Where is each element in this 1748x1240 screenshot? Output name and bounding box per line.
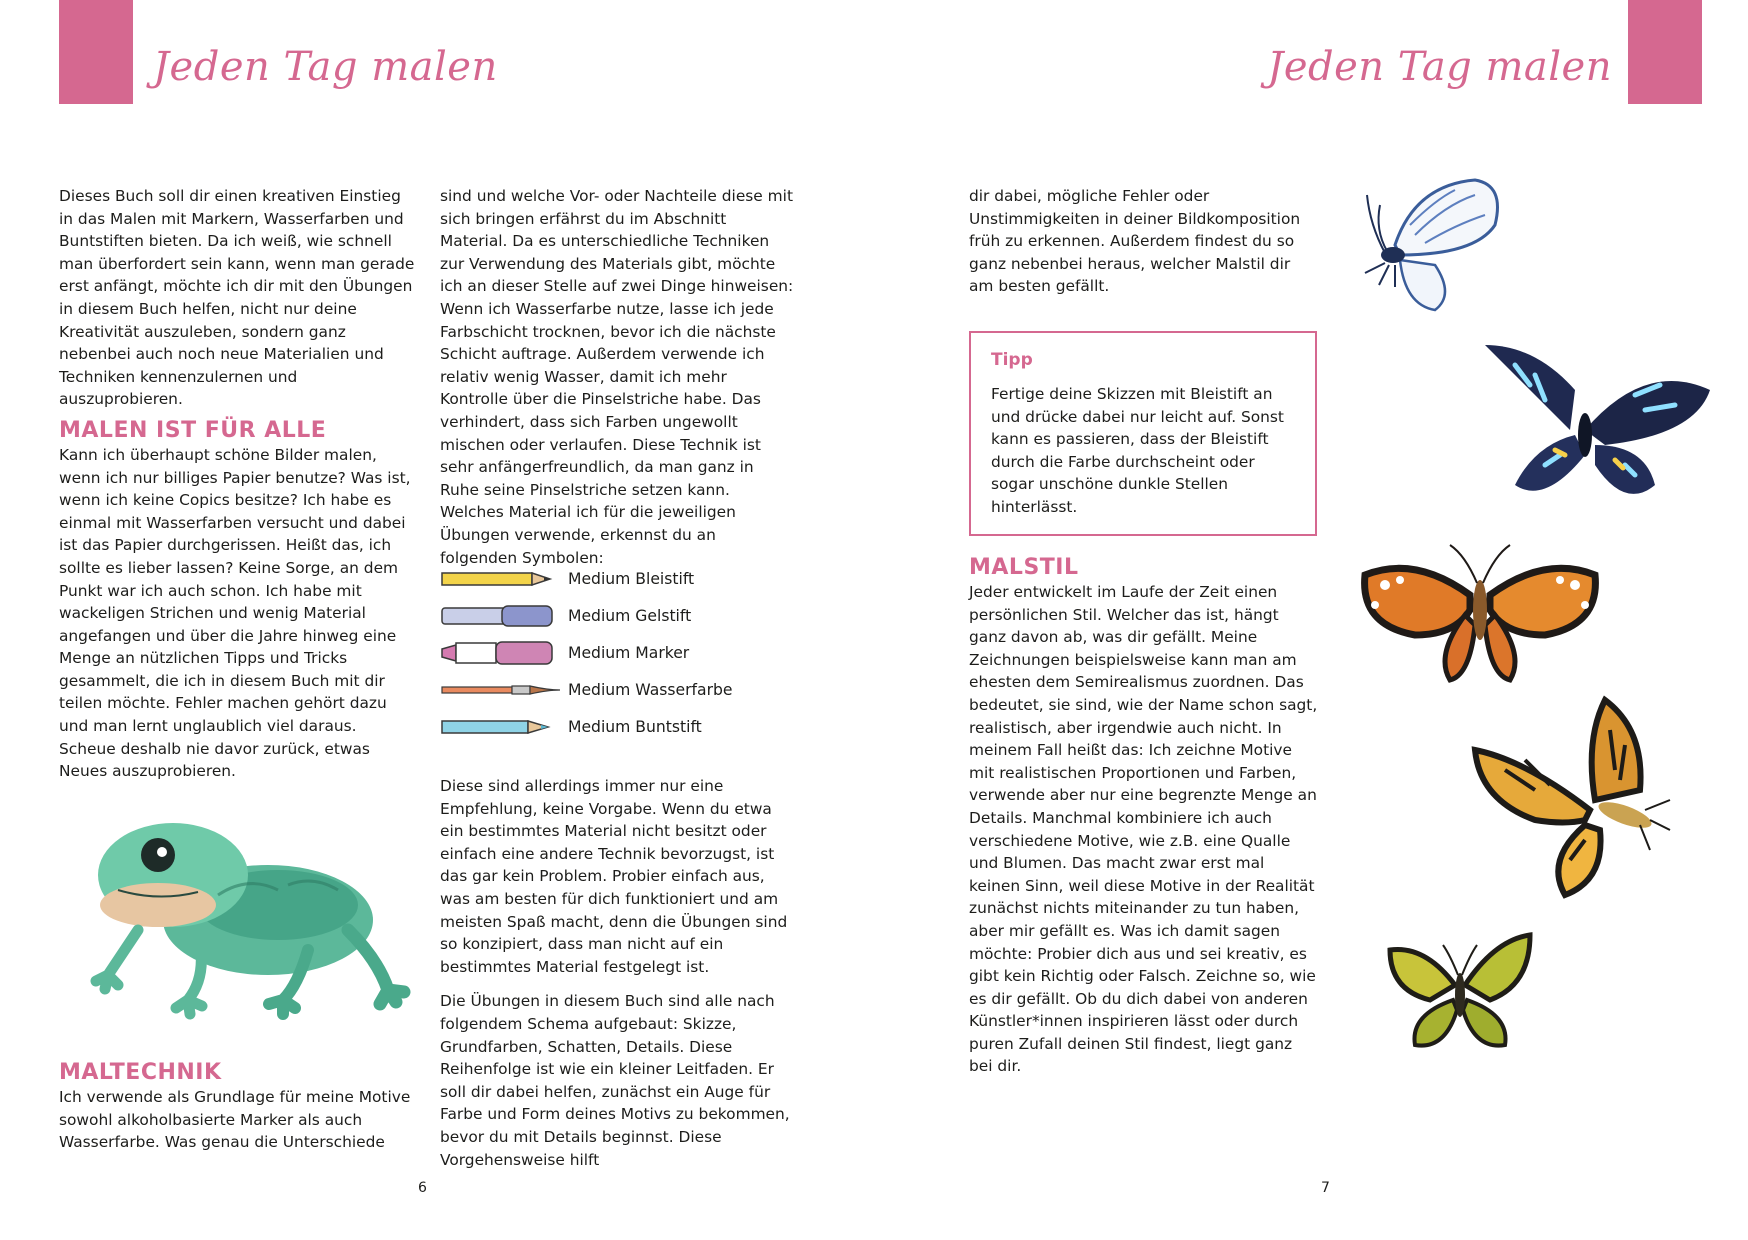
brush-icon bbox=[440, 676, 568, 704]
legend-item-bleistift bbox=[440, 560, 800, 597]
page-title-right: Jeden Tag malen bbox=[1267, 44, 1612, 90]
butterfly-dark-blue bbox=[1475, 335, 1715, 515]
column-1-bottom bbox=[59, 1060, 415, 1154]
column-3 bbox=[969, 185, 1319, 298]
pencil-icon bbox=[440, 565, 568, 593]
legend-label: Medium Bleistift bbox=[568, 569, 695, 588]
heading-malstil: MALSTIL bbox=[969, 555, 1079, 580]
tipp-box bbox=[969, 331, 1317, 536]
tipp-heading: Tipp bbox=[991, 350, 1033, 370]
paragraph-schema: Die Übungen in diesem Buch sind alle nach folgendem Schema aufgebaut: Skizze, Grundfarben, Schatten, Details. Diese Reihenfolge ist wie ein kleiner Leitfaden. Er soll dir dabei helfen, zunächst ein Auge für Farbe und Form deines Motivs zu bekommen, bevor du mit Details beginnst. Diese Vorgehensweise hilft bbox=[440, 992, 790, 1169]
legend-item-wasserfarbe bbox=[440, 671, 800, 708]
colored-pencil-icon bbox=[440, 713, 568, 741]
header-tab-right bbox=[1628, 0, 1702, 104]
legend-label: Medium Marker bbox=[568, 643, 690, 662]
tipp-text: Fertige deine Skizzen mit Bleistift an und drücke dabei nur leicht auf. Sonst kann es passieren, dass der Bleistift durch die Farbe durchscheint oder sogar unschöne dunkle Stellen hinterlässt. bbox=[991, 385, 1284, 516]
legend-item-gelstift bbox=[440, 597, 800, 634]
paragraph-fehler: dir dabei, mögliche Fehler oder Unstimmigkeiten in deiner Bildkomposition früh zu erkennen. Außerdem findest du so ganz nebenbei heraus, welcher Malstil dir am besten gefällt. bbox=[969, 187, 1301, 296]
paragraph-malen-ist-fuer-alle: Kann ich überhaupt schöne Bilder malen, wenn ich nur billiges Papier benutze? Was ist, wenn ich keine Copics besitze? Ich habe es einmal mit Wasserfarben versucht und dabei ist das Papier durchgerissen. Heißt das, ich sollte es lieber lassen? Keine Sorge, an dem Punkt war ich auch schon. Ich habe mit wackeligen Strichen und wenig Material angefangen und über die Jahre hinweg eine Menge an nützlichen Tipps und Tricks gesammelt, die ich in diesem Buch mit dir teilen möchte. Fehler machen gehört dazu und man lernt unglaublich viel daraus. Scheue deshalb nie davor zurück, etwas Neues auszuprobieren. bbox=[59, 445, 411, 781]
paragraph-maltechnik: Ich verwende als Grundlage für meine Motive sowohl alkoholbasierte Marker als auch Wasserfarbe. Was genau die Unterschiede bbox=[59, 1088, 411, 1152]
gel-pen-icon bbox=[440, 602, 568, 630]
page-title-left: Jeden Tag malen bbox=[153, 44, 498, 90]
header-tab-left bbox=[59, 0, 133, 104]
column-3-bottom bbox=[969, 555, 1319, 1078]
butterfly-orange bbox=[1355, 525, 1605, 685]
butterfly-yellow-tiger bbox=[1465, 690, 1680, 900]
intro-paragraph: Dieses Buch soll dir einen kreativen Einstieg in das Malen mit Markern, Wasserfarben und Buntstiften bieten. Da ich weiß, wie schnell man überfordert sein kann, wenn man gerade erst anfängt, möchte ich dir mit den Übungen in diesem Buch helfen, nicht nur deine Kreativität auszuleben, sondern ganz nebenbei auch noch neue Materialien und Techniken kennenzulernen und auszuprobieren. bbox=[59, 187, 415, 409]
material-legend bbox=[440, 560, 800, 745]
legend-item-marker bbox=[440, 634, 800, 671]
paragraph-malstil: Jeder entwickelt im Laufe der Zeit einen persönlichen Stil. Welcher das ist, hängt ganz davon ab, was dir gefällt. Meine Zeichnungen beispielsweise kann man am ehesten dem Semirealismus zuordnen. Das bedeutet, sie sind, wie der Name schon sagt, realistisch, aber irgendwie auch nicht. In meinem Fall heißt das: Ich zeichne Motive mit realistischen Proportionen und Farben, verwende aber nur eine begrenzte Menge an Details. Manchmal kombiniere ich auch verschiedene Motive, wie z.B. eine Qualle und Blumen. Das macht zwar erst mal keinen Sinn, weil diese Motive in der Realität zunächst nichts miteinander zu tun haben, aber mir gefällt es. Was ich damit sagen möchte: Probier dich aus und sei kreativ, es gibt kein Richtig oder Falsch. Zeichne so, wie es dir gefällt. Ob du dich dabei von anderen Künstler*innen inspirieren lässt oder durch puren Zufall deinen Stil findest, liegt ganz bei dir. bbox=[969, 583, 1318, 1076]
butterfly-blue-white bbox=[1355, 175, 1515, 320]
butterfly-yellow-green bbox=[1385, 930, 1535, 1055]
legend-label: Medium Wasserfarbe bbox=[568, 680, 733, 699]
legend-item-buntstift bbox=[440, 708, 800, 745]
page-number-left: 6 bbox=[418, 1180, 427, 1196]
legend-label: Medium Buntstift bbox=[568, 717, 702, 736]
column-2 bbox=[440, 185, 796, 569]
legend-label: Medium Gelstift bbox=[568, 606, 692, 625]
marker-icon bbox=[440, 639, 568, 667]
column-1 bbox=[59, 185, 415, 783]
frog-illustration bbox=[78, 800, 418, 1025]
paragraph-technik: sind und welche Vor- oder Nachteile diese mit sich bringen erfährst du im Abschnitt Material. Da es unterschiedliche Techniken zur Verwendung des Materials gibt, möchte ich an dieser Stelle auf zwei Dinge hinweisen: Wenn ich Wasserfarbe nutze, lasse ich jede Farbschicht trocknen, bevor ich die nächste Schicht auftrage. Außerdem verwende ich relativ wenig Wasser, damit ich mehr Kontrolle über die Pinselstriche habe. Das verhindert, dass sich Farben ungewollt mischen oder verlaufen. Diese Technik ist sehr anfängerfreundlich, da man ganz in Ruhe seine Pinselstriche setzen kann. Welches Material ich für die jeweiligen Übungen verwende, erkennst du an folgenden Symbolen: bbox=[440, 187, 794, 567]
paragraph-empfehlung: Diese sind allerdings immer nur eine Empfehlung, keine Vorgabe. Wenn du etwa ein bestimmtes Material nicht besitzt oder einfach eine andere Technik bevorzugst, ist das gar kein Problem. Probier einfach aus, was am besten für dich funktioniert und am meisten Spaß macht, denn die Übungen sind so konzipiert, dass man nicht auf ein bestimmtes Material festgelegt ist. bbox=[440, 777, 788, 976]
heading-malen-ist-fuer-alle: MALEN IST FÜR ALLE bbox=[59, 417, 327, 443]
page-number-right: 7 bbox=[1321, 1180, 1330, 1196]
column-2-bottom bbox=[440, 775, 796, 1171]
heading-maltechnik: MALTECHNIK bbox=[59, 1060, 222, 1085]
